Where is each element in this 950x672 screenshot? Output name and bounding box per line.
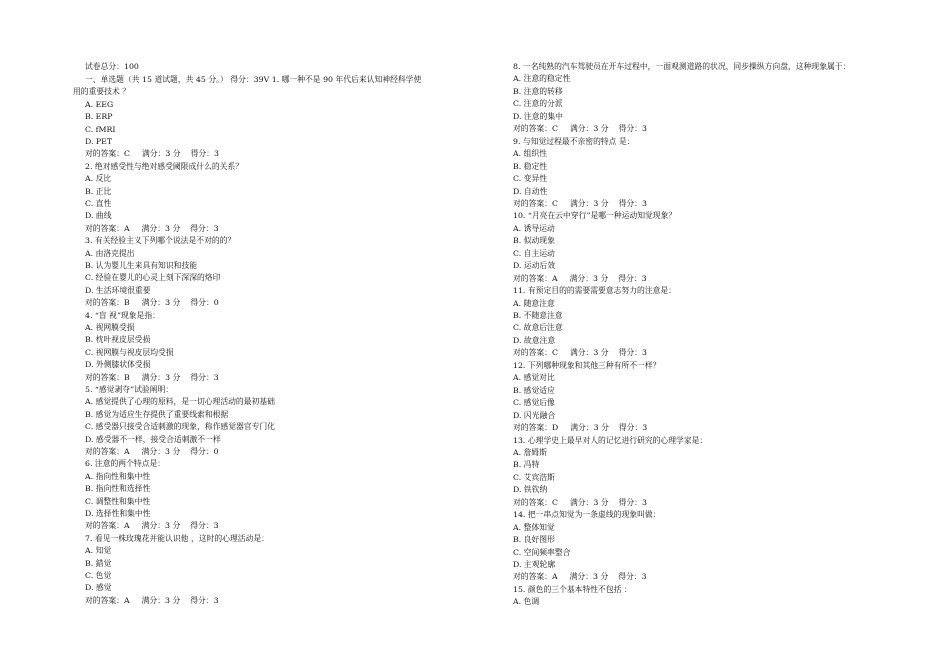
answer-line (513, 572, 647, 582)
answer-option: A. EEG (85, 99, 114, 109)
answer-option: C. 感受器只接受合适刺激的现象，称作感觉器官专门化 (85, 422, 275, 432)
full-score: 满分：3 分 (569, 124, 609, 134)
earned-score: 得分：3 (618, 423, 648, 433)
answer-option: B. 不随意注意 (513, 311, 563, 320)
correct-answer: 对的答案：D (513, 423, 559, 433)
full-score: 满分：3 分 (569, 497, 609, 507)
total-score: 试卷总分：100 (85, 62, 139, 71)
correct-answer: 对的答案：A (85, 223, 130, 233)
earned-score: 得分：3 (190, 595, 219, 605)
answer-option: B. 感觉为适应生存提供了重要线索和根据 (85, 409, 229, 419)
question-text: 2. 绝对感受性与绝对感受阈限成什么的关系？ (85, 161, 244, 171)
answer-line (513, 199, 647, 209)
answer-line (85, 149, 219, 159)
question-text: 13. 心理学史上最早对人的记忆进行研究的心理学家是： (513, 435, 708, 445)
answer-line (85, 596, 219, 606)
answer-option: C. 变异性 (513, 174, 548, 184)
answer-option: D. 主观轮廓 (513, 560, 556, 569)
answer-option: D. 自动性 (513, 186, 548, 196)
answer-option: D. 故意注意 (513, 335, 556, 345)
answer-option: D. 注意的集中 (513, 111, 563, 121)
answer-option: A. 注意的稳定性 (513, 74, 571, 84)
earned-score: 得分：3 (618, 198, 647, 208)
answer-option: C. 注意的分派 (513, 99, 563, 109)
full-score: 满分：3 分 (141, 298, 181, 308)
full-score: 满分：3 分 (569, 273, 609, 283)
answer-option: C. 经验在婴儿的心灵上刻下深深的烙印 (85, 273, 221, 283)
full-score: 满分：3 分 (141, 447, 181, 456)
full-score: 满分：3 分 (569, 348, 609, 358)
earned-score: 得分：0 (190, 298, 219, 308)
question-text: 8. 一名纯熟的汽车驾驶员在开车过程中，一面观测道路的状况，同步操纵方向盘，这种现象属于： (513, 62, 851, 71)
answer-option: B. 感觉适应 (513, 385, 555, 395)
answer-option: B. 认为婴儿生来具有知识和技能 (85, 261, 198, 270)
answer-option: B. 指向性和选择性 (85, 484, 151, 494)
answer-line (85, 224, 219, 234)
answer-line (85, 373, 219, 383)
earned-score: 得分：0 (190, 447, 219, 456)
question-text: 15. 颜色的三个基本特性不包括 ： (513, 584, 632, 594)
correct-answer: 对的答案：B (85, 298, 130, 308)
full-score: 满分：3 分 (141, 595, 181, 605)
answer-option: A. 色调 (513, 597, 540, 607)
correct-answer: 对的答案：A (513, 273, 558, 283)
correct-answer: 对的答案：C (85, 149, 130, 159)
full-score: 满分：3 分 (141, 223, 181, 233)
answer-option: D. PET (85, 137, 113, 146)
answer-option: B. 枕叶视皮层受损 (85, 335, 151, 345)
answer-option: D. 生活环境很重要 (85, 285, 151, 295)
answer-option: D. 感觉 (85, 583, 112, 593)
question-text: 10. “月亮在云中穿行”是哪一种运动知觉现象？ (513, 211, 677, 221)
answer-option: C. 故意后注意 (513, 323, 563, 333)
earned-score: 得分：3 (618, 348, 647, 358)
answer-option: C. 直性 (85, 199, 112, 208)
answer-line (513, 124, 647, 134)
answer-line (513, 274, 647, 284)
answer-option: A. 整体知觉 (513, 522, 555, 532)
question-text: 11. 有预定目的的需要需要意志努力的注意是： (513, 286, 677, 296)
answer-option: A. 反比 (85, 174, 112, 184)
answer-option: A. 感觉对比 (513, 373, 555, 383)
answer-option: C. fMRI (85, 124, 116, 134)
answer-option: D. 铁钦纳 (513, 485, 548, 495)
correct-answer: 对的答案：C (513, 124, 558, 134)
correct-answer: 对的答案：A (85, 595, 130, 605)
answer-option: A. 随意注意 (513, 298, 555, 308)
question-text: 6. 注意的两个特点是： (85, 459, 166, 469)
earned-score: 得分：3 (618, 497, 647, 507)
answer-option: A. 詹姆斯 (513, 447, 547, 457)
answer-option: D. 闪光融合 (513, 410, 556, 420)
correct-answer: 对的答案：C (513, 198, 558, 208)
answer-option: B. 正比 (85, 186, 112, 196)
answer-option: C. 空间频率整合 (513, 547, 571, 557)
answer-option: C. 色觉 (85, 571, 112, 580)
answer-option: A. 诱导运动 (513, 223, 555, 233)
answer-option: A. 由洛克提出 (85, 248, 135, 258)
earned-score: 得分：3 (190, 372, 219, 382)
answer-option: A. 视网膜受损 (85, 323, 135, 332)
full-score: 满分：3 分 (569, 198, 609, 208)
earned-score: 得分：3 (190, 223, 219, 233)
answer-option: B. 良好图形 (513, 535, 555, 545)
earned-score: 得分：3 (190, 521, 219, 531)
correct-answer: 对的答案：C (513, 348, 558, 358)
full-score: 满分：3 分 (141, 149, 181, 159)
answer-line (85, 447, 219, 457)
answer-option: A. 知觉 (85, 546, 112, 556)
answer-option: B. 似动现象 (513, 236, 555, 246)
earned-score: 得分：3 (618, 273, 647, 283)
earned-score: 得分：3 (618, 572, 647, 582)
answer-option: C. 自主运动 (513, 248, 555, 258)
answer-option: D. 外侧膝状体受损 (85, 360, 151, 370)
question-text: 9. 与知觉过程最不亲密的特点 是： (513, 136, 635, 146)
answer-option: A. 组织性 (513, 149, 547, 159)
section-heading: 用的重要技术 ？ (73, 87, 131, 97)
question-text: 14. 把一串点知觉为一条虚线的现象叫做： (513, 510, 661, 520)
answer-option: B. 注意的转移 (513, 86, 563, 96)
answer-option: C. 感觉后像 (513, 398, 555, 408)
question-text: 4. “盲 视”现象是指： (85, 310, 160, 320)
earned-score: 得分：3 (618, 124, 647, 134)
correct-answer: 对的答案：A (85, 447, 130, 456)
question-text: 3. 有关经验主义下列哪个说法是不对的的？ (85, 236, 236, 246)
section-heading: 一、单选题（共 15 道试题，共 45 分。） 得分：39V 1. 哪一种不是 90 年代后来认知神经科学使 (85, 75, 422, 84)
answer-line (513, 498, 647, 508)
answer-line (513, 348, 647, 358)
full-score: 满分：3 分 (569, 572, 609, 582)
answer-option: B. 錯觉 (85, 558, 112, 568)
question-text: 7. 看见一株玫瑰花并能认识他 ，这时的心理活动是： (85, 533, 269, 543)
answer-option: D. 运动后效 (513, 261, 556, 271)
correct-answer: 对的答案：A (85, 521, 130, 531)
full-score: 满分：3 分 (141, 521, 181, 531)
answer-option: D. 选择性和集中性 (85, 509, 151, 518)
correct-answer: 对的答案：C (513, 497, 558, 507)
answer-option: B. ERP (85, 112, 113, 122)
answer-line (85, 521, 219, 531)
answer-line (513, 423, 647, 433)
question-text: 5. “感觉剥夺”试验阐明： (85, 385, 174, 394)
answer-option: A. 指向性和集中性 (85, 471, 151, 481)
answer-option: C. 视网膜与视皮层均受损 (85, 347, 174, 357)
correct-answer: 对的答案：B (85, 372, 130, 382)
answer-option: A. 感觉提供了心理的原料，是一切心理活动的最初基础 (85, 397, 275, 407)
answer-line (85, 298, 219, 308)
answer-option: D. 曲线 (85, 211, 112, 221)
full-score: 满分：3 分 (141, 372, 181, 382)
question-text: 12. 下列哪种现象和其他三种有所不一样？ (513, 360, 661, 370)
answer-option: B. 冯特 (513, 460, 540, 470)
correct-answer: 对的答案：A (513, 572, 558, 582)
answer-option: D. 感受器不一样，接受合适刺激不一样 (85, 434, 221, 444)
answer-option: B. 稳定性 (513, 161, 548, 171)
answer-option: C. 艾宾浩斯 (513, 472, 555, 482)
answer-option: C. 调整性和集中性 (85, 496, 151, 506)
full-score: 满分：3 分 (570, 423, 609, 433)
earned-score: 得分：3 (190, 149, 219, 159)
